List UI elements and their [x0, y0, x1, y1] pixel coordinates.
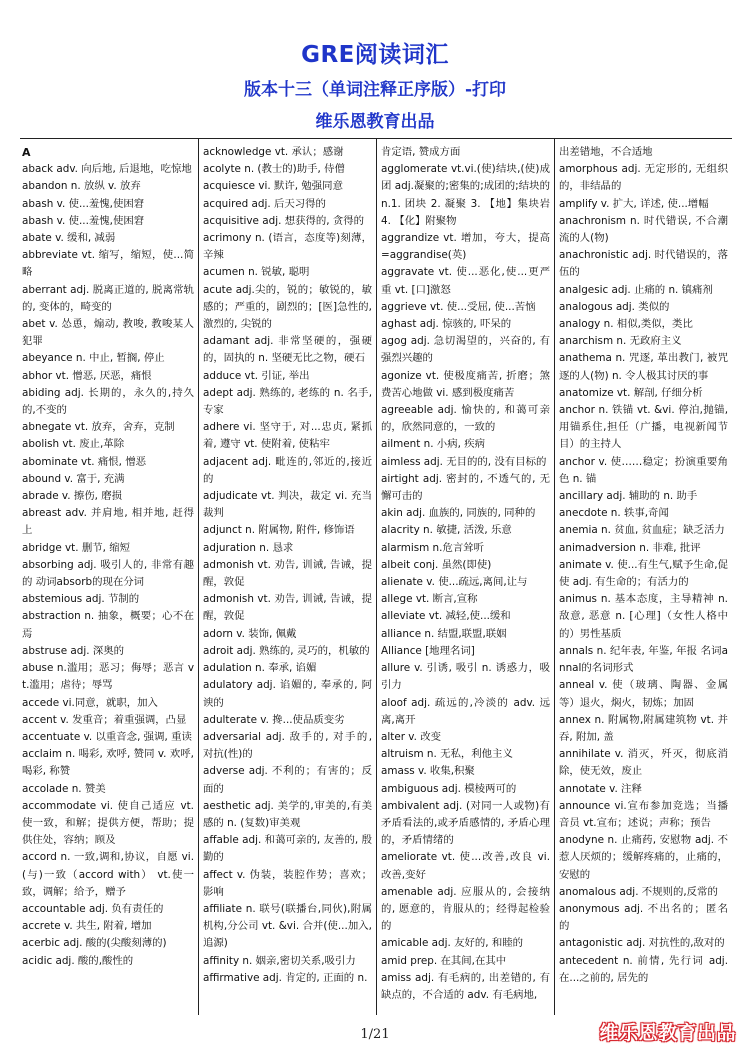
vocab-entry: abate v. 缓和, 减弱: [22, 232, 116, 245]
vocab-entry: alarmism n.危言耸听: [381, 541, 485, 554]
vocab-entry: agog adj. 急切渴望的，兴奋的, 有强烈兴趣的: [381, 335, 550, 365]
vocab-entry: 出差错地，不合适地: [559, 146, 653, 158]
vocab-entry: adulterate v. 搀...使品质变劣: [203, 713, 345, 726]
vocab-entry: acerbic adj. 酸的(尖酸刻薄的): [22, 937, 167, 950]
vocab-entry: aimless adj. 无目的的, 没有目标的: [381, 455, 547, 468]
vocab-entry: aggrieve vt. 使...受屈, 使...苦恼: [381, 300, 536, 313]
vocab-entry: admonish vt. 劝告, 训诫, 告诫，提醒，敦促: [203, 593, 372, 623]
column-4: [554, 139, 732, 1015]
vocab-entry: adduce vt. 引证, 举出: [203, 369, 310, 382]
vocab-entry: antagonistic adj. 对抗性的,敌对的: [559, 937, 725, 950]
vocab-entry: amplify v. 扩大, 详述, 使...增幅: [559, 197, 709, 210]
vocab-entry: abuse n.滥用；恶习；侮辱；恶言 vt.滥用；虐待；辱骂: [22, 662, 194, 692]
vocab-entry: adverse adj. 不利的；有害的；反面的: [203, 765, 372, 795]
vocab-entry: abiding adj. 长期的，永久的,持久的,不变的: [22, 386, 194, 417]
vocab-entry: accommodate vi. 使自己适应 vt. 使一致，和解；提供方便，帮助；提供住处，容纳；顾及: [22, 799, 194, 847]
vocab-entry: acrimony n. (语言，态度等)刻薄，辛辣: [203, 232, 372, 262]
vocab-entry: amid prep. 在其间,在其中: [381, 954, 507, 967]
column-3: [376, 139, 554, 1015]
page-number: 1/21: [360, 1027, 390, 1042]
vocab-entry: amicable adj. 友好的, 和睦的: [381, 937, 524, 950]
vocab-entry: affinity n. 姻亲,密切关系,吸引力: [203, 954, 356, 967]
vocab-entry: anodyne n. 止痛药, 安慰物 adj. 不惹人厌烦的；缓解疼痛的，止痛的，安慰的: [559, 834, 728, 881]
vocab-entry: adjuration n. 恳求: [203, 541, 294, 554]
vocab-entry: Alliance [地理名词]: [381, 644, 475, 657]
vocab-entry: abstemious adj. 节制的: [22, 593, 140, 606]
vocab-entry: accolade n. 赞美: [22, 782, 106, 795]
vocab-entry: agglomerate vt.vi.(使)结块,(使)成团 adj.凝聚的;密集的;成团的;结块的 n.1. 团块 2. 凝聚 3. 【地】集块岩 4. 【化】附聚物: [381, 163, 550, 227]
vocab-entry: absorbing adj. 吸引人的, 非常有趣的 动词absorb的现在分词: [22, 558, 194, 589]
vocab-entry: aghast adj. 惊骇的, 吓呆的: [381, 318, 512, 331]
vocab-entry: accentuate v. 以重音念, 强调, 重读: [22, 730, 192, 743]
vocab-entry: anneal v. 使（玻璃、陶器、金属等）退火，焖火，韧炼；加固: [559, 679, 728, 709]
vocab-entry: affect v. 伪装，装腔作势；喜欢；影响: [203, 868, 372, 898]
vocab-entry: annotate v. 注释: [559, 782, 642, 795]
vocab-entry: accent v. 发重音；着重强调，凸显: [22, 713, 187, 726]
vocab-entry: acute adj.尖的，锐的；敏锐的，敏感的；严重的，剧烈的；[医]急性的, 激烈的, 尖锐的: [203, 283, 372, 331]
document-header: [0, 38, 750, 137]
vocab-entry: analogous adj. 类似的: [559, 300, 670, 313]
vocab-entry: alliance n. 结盟,联盟,联姻: [381, 627, 507, 640]
vocab-entry: acquiesce vi. 默许, 勉强同意: [203, 180, 343, 193]
column-1: [20, 139, 198, 1015]
vocab-entry: abrade v. 擦伤, 磨损: [22, 490, 123, 503]
publisher-name: 维乐恩教育出品: [315, 112, 435, 132]
vocab-entry: acolyte n. (教士的)助手, 侍僧: [203, 163, 345, 176]
publisher-watermark: 维乐恩教育出品: [599, 1022, 736, 1044]
vocab-entry: anemia n. 贫血, 贫血症；缺乏活力: [559, 524, 725, 537]
vocab-entry: abstraction n. 抽象，概要；心不在焉: [22, 610, 194, 640]
vocab-entry: alacrity n. 敏捷, 活泼, 乐意: [381, 524, 512, 537]
vocabulary-columns: [20, 138, 732, 1015]
vocab-entry: adjunct n. 附属物, 附件, 修饰语: [203, 524, 355, 537]
vocab-entry: annihilate v. 消灭，歼灭，彻底消除，使无效，废止: [559, 748, 728, 778]
column-2: [198, 139, 376, 1015]
vocab-entry: ancillary adj. 辅助的 n. 助手: [559, 490, 698, 503]
vocab-entry: aggrandize vt. 增加，夸大，提高=aggrandise(英): [381, 232, 550, 262]
vocab-entry: abbreviate vt. 缩写，缩短，使...简略: [22, 249, 194, 279]
vocab-entry: accede vi.同意，就职，加入: [22, 696, 158, 709]
vocab-entry: allege vt. 断言,宣称: [381, 593, 478, 606]
vocab-entry: animate v. 使...有生气,赋予生命,促使 adj. 有生命的；有活力的: [559, 558, 728, 589]
vocab-entry: adamant adj. 非常坚硬的，强硬的，固执的 n. 坚硬无比之物，硬石: [203, 335, 372, 365]
vocab-entry: aesthetic adj. 美学的,审美的,有美感的 n. (复数)审美观: [203, 799, 372, 829]
vocab-entry: annals n. 纪年表, 年鉴, 年报 名词annal的名词形式: [559, 644, 728, 675]
vocab-entry: abeyance n. 中止, 暂搁, 停止: [22, 352, 165, 365]
vocab-entry: anchor v. 使……稳定；扮演重要角色 n. 锚: [559, 455, 728, 485]
vocab-entry: abstruse adj. 深奥的: [22, 644, 125, 657]
vocab-entry: aggravate vt. 使...恶化,使...更严重 vt. [口]激怒: [381, 266, 550, 296]
vocab-entry: affiliate n. 联号(联播台,同伙),附属机构,分公司 vt. &vi. 合并(使...加入,追源): [203, 902, 372, 950]
vocab-entry: anomalous adj. 不规则的,反常的: [559, 885, 718, 898]
vocab-entry: analgesic adj. 止痛的 n. 镇痛剂: [559, 283, 713, 296]
vocab-entry: aback adv. 向后地, 后退地，吃惊地: [22, 163, 192, 176]
vocab-entry: abridge vt. 删节, 缩短: [22, 541, 131, 554]
vocab-entry: abominate vt. 痛恨, 憎恶: [22, 455, 147, 468]
vocab-entry: acclaim n. 喝彩, 欢呼, 赞同 v. 欢呼, 喝彩, 称赞: [22, 748, 194, 778]
vocab-entry: admonish vt. 劝告, 训诫, 告诫，提醒，敦促: [203, 558, 372, 589]
vocab-entry: acquired adj. 后天习得的: [203, 197, 326, 210]
vocab-entry: amass v. 收集,积聚: [381, 765, 475, 778]
vocab-entry: adjudicate vt. 判决，裁定 vi. 充当裁判: [203, 490, 372, 520]
vocab-entry: acquisitive adj. 想获得的, 贪得的: [203, 214, 365, 227]
vocab-entry: anecdote n. 轶事,奇闻: [559, 507, 669, 520]
vocab-entry: affirmative adj. 肯定的, 正面的 n.: [203, 971, 368, 984]
vocab-entry: ambiguous adj. 模棱两可的: [381, 782, 517, 795]
vocab-entry: alleviate vt. 减轻,使...缓和: [381, 610, 511, 623]
vocab-entry: accountable adj. 负有责任的: [22, 902, 164, 915]
vocab-entry: alter v. 改变: [381, 730, 442, 743]
vocab-entry: adhere vi. 坚守于, 对...忠贞, 紧抓着, 遵守 vt. 使附着, 使粘牢: [203, 421, 372, 451]
vocab-entry: annex n. 附属物,附属建筑物 vt. 并吞, 附加, 盖: [559, 713, 728, 743]
document-title: GRE阅读词汇: [301, 42, 449, 68]
vocab-entry: adulatory adj. 谄媚的, 奉承的, 阿谀的: [203, 679, 372, 709]
vocab-entry: alienate v. 使...疏远,离间,让与: [381, 576, 528, 589]
vocab-entry: antecedent n. 前情, 先行词 adj. 在...之前的, 居先的: [559, 954, 728, 984]
vocab-entry: anachronistic adj. 时代错误的，落伍的: [559, 249, 728, 279]
section-letter: A: [22, 146, 31, 159]
vocab-entry: akin adj. 血族的, 同族的, 同种的: [381, 507, 536, 520]
vocab-entry: analogy n. 相似,类似，类比: [559, 318, 693, 331]
vocab-entry: aberrant adj. 脱离正道的, 脱离常轨的, 变体的，畸变的: [22, 283, 194, 313]
vocab-entry: altruism n. 无私，利他主义: [381, 748, 513, 761]
vocab-entry: abet v. 怂恿，煽动, 教唆, 教唆某人犯罪: [22, 318, 194, 348]
vocab-entry: anonymous adj. 不出名的；匿名的: [559, 902, 728, 933]
vocab-entry: anarchism n. 无政府主义: [559, 335, 682, 348]
vocab-entry: agreeable adj. 愉快的, 和蔼可亲的，欣然同意的，一致的: [381, 404, 550, 434]
vocab-entry: anchor n. 铁锚 vt. &vi. 停泊,抛锚,用锚系住,担任（广播，电视新闻节目）的主持人: [559, 404, 728, 451]
vocab-entry: anachronism n. 时代错误, 不合潮流的人(物): [559, 214, 728, 245]
vocab-entry: abound v. 富于, 充满: [22, 472, 125, 485]
vocab-entry: animadversion n. 非难, 批评: [559, 541, 701, 554]
vocab-entry: ailment n. 小病, 疾病: [381, 438, 485, 451]
vocab-entry: adjacent adj. 毗连的,邻近的,接近的: [203, 455, 372, 485]
vocab-entry: adorn v. 装饰, 佩戴: [203, 627, 297, 640]
vocab-entry: abhor vt. 憎恶, 厌恶，痛恨: [22, 369, 152, 382]
vocab-entry: ameliorate vt. 使...改善,改良 vi. 改善,变好: [381, 851, 550, 881]
vocab-entry: affable adj. 和蔼可亲的, 友善的, 殷勤的: [203, 834, 372, 864]
vocab-entry: acidic adj. 酸的,酸性的: [22, 954, 134, 967]
vocab-entry: allure v. 引诱, 吸引 n. 诱惑力，吸引力: [381, 662, 550, 692]
vocab-entry: abreast adv. 并肩地, 相并地, 赶得上: [22, 507, 194, 537]
vocab-entry: abash v. 使...羞愧,使困窘: [22, 214, 145, 227]
vocab-entry: amenable adj. 应服从的, 会接纳的, 愿意的，肯服从的；经得起检验的: [381, 885, 550, 933]
vocab-entry: 肯定语, 赞成方面: [381, 146, 461, 158]
vocab-entry: adulation n. 奉承, 谄媚: [203, 662, 317, 675]
vocab-entry: airtight adj. 密封的, 不透气的, 无懈可击的: [381, 472, 550, 503]
vocab-entry: acknowledge vt. 承认；感谢: [203, 146, 344, 158]
vocab-entry: animus n. 基本态度，主导精神 n. 敌意, 恶意 n. [心理]（女性人格中的）男性基质: [559, 593, 728, 640]
vocab-entry: adept adj. 熟练的, 老练的 n. 名手, 专家: [203, 386, 372, 417]
document-subtitle: 版本十三（单词注释正序版）-打印: [243, 80, 507, 100]
vocab-entry: accord n. 一致,调和,协议，自愿 vi. (与)一致（accord with） vt.使一致，调解；给予，赠予: [22, 851, 194, 898]
vocab-entry: accrete v. 共生, 附着, 增加: [22, 920, 152, 933]
vocab-entry: adroit adj. 熟练的, 灵巧的，机敏的: [203, 644, 370, 657]
vocab-entry: aloof adj. 疏远的,冷淡的 adv. 远离,离开: [381, 696, 550, 726]
vocab-entry: agonize vt. 使极度痛苦, 折磨；煞费苦心地做 vi. 感到极度痛苦: [381, 369, 550, 399]
vocab-entry: abandon n. 放纵 v. 放弃: [22, 180, 141, 193]
vocab-entry: adversarial adj. 敌手的, 对手的, 对抗(性)的: [203, 730, 372, 761]
vocab-entry: announce vi.宣布参加竞选；当播音员 vt.宣布；述说；声称；预告: [559, 799, 728, 829]
vocab-entry: amiss adj. 有毛病的, 出差错的, 有缺点的，不合适的 adv. 有毛病地,: [381, 971, 550, 1001]
vocab-entry: abnegate vt. 放弃，舍弃，克制: [22, 421, 175, 434]
vocab-entry: albeit conj. 虽然(即使): [381, 558, 492, 571]
vocab-entry: amorphous adj. 无定形的, 无组织的，非结晶的: [559, 163, 728, 193]
vocab-entry: abash v. 使...羞愧,使困窘: [22, 197, 145, 210]
vocab-entry: acumen n. 锐敏, 聪明: [203, 266, 310, 279]
vocab-entry: anatomize vt. 解剖, 仔细分析: [559, 386, 703, 399]
vocab-entry: anathema n. 咒逐, 革出教门, 被咒逐的人(物) n. 令人极其讨厌的事: [559, 352, 728, 382]
vocab-entry: abolish vt. 废止,革除: [22, 438, 125, 451]
vocab-entry: ambivalent adj. (对同一人或物)有矛盾看法的,或矛盾感情的, 矛盾心理的，矛盾情绪的: [381, 799, 550, 847]
